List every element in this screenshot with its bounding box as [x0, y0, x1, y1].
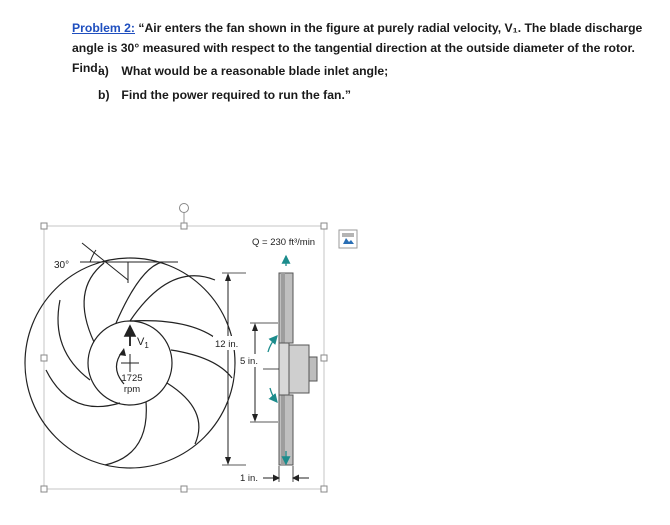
question-a-mark: a) — [98, 64, 109, 78]
problem-text-1: “Air enters the fan shown in the figure at purely radial velocity, V₁. The blade discharge — [135, 21, 643, 35]
velocity-label: $V_1$ — [137, 336, 149, 350]
width-dim-label: 1 in. — [240, 473, 258, 484]
inner-dim-arrow-top — [252, 323, 258, 331]
rotor-cross-section — [279, 273, 317, 465]
speed-value: 1725 — [121, 373, 143, 384]
rotate-handle-icon[interactable] — [180, 204, 189, 213]
question-b-mark: b) — [98, 88, 110, 102]
problem-label: Problem 2: — [72, 21, 135, 35]
flow-rate-label: Q = 230 ft³/min — [252, 237, 316, 248]
inner-dim-label: 5 in. — [240, 356, 258, 367]
outer-dim-arrow-top — [225, 273, 231, 281]
inner-dim-arrow-bottom — [252, 414, 258, 422]
inlet-arrow-top — [268, 336, 277, 352]
inlet-arrow-bottom — [270, 388, 277, 402]
rotation-arrow-head — [119, 348, 126, 356]
problem-text-2: angle is 30° measured with respect to the tangential direction at the outside diameter of the rotor. Find: — [72, 41, 635, 75]
outer-dim-arrow-bottom — [225, 457, 231, 465]
outer-dim-label: 12 in. — [215, 339, 239, 350]
question-b-text: Find the power required to run the fan.” — [121, 88, 351, 102]
blade-angle-label: 30° — [54, 260, 70, 271]
layout-options-icon[interactable] — [339, 230, 357, 248]
question-a-text: What would be a reasonable blade inlet angle; — [121, 64, 389, 78]
speed-unit: rpm — [123, 384, 141, 395]
